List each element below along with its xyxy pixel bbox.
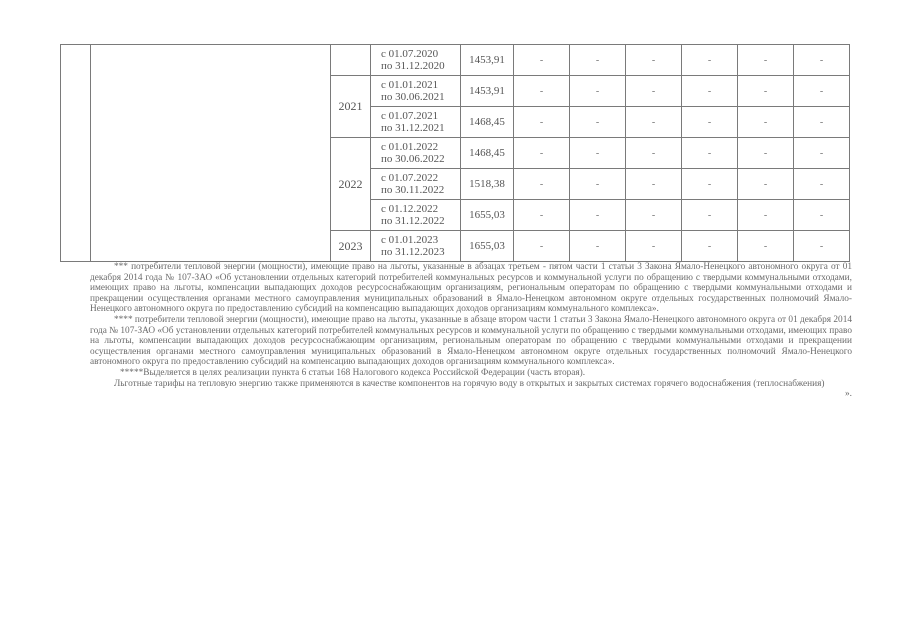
dash-cell: -	[570, 45, 626, 76]
period-cell	[371, 231, 461, 262]
period-to: по 31.12.2023	[381, 246, 445, 258]
period-to: по 31.12.2022	[381, 215, 445, 227]
dash-cell: -	[738, 76, 794, 107]
dash-cell: -	[570, 231, 626, 262]
period-from: с 01.07.2022	[381, 172, 439, 184]
dash-cell: -	[794, 76, 850, 107]
dash-cell: -	[570, 169, 626, 200]
closing-quote-mark: ».	[845, 389, 852, 400]
tariff-value: 1453,91	[461, 76, 514, 107]
period-from: с 01.07.2021	[381, 110, 439, 122]
dash-cell: -	[738, 200, 794, 231]
footnote-dhw	[90, 378, 852, 400]
period-cell	[371, 138, 461, 169]
dash-cell: -	[682, 169, 738, 200]
empty-cell-category	[91, 45, 331, 262]
year-cell: 2023	[331, 231, 371, 262]
dash-cell: -	[514, 107, 570, 138]
period-cell	[371, 45, 461, 76]
tariff-value: 1453,91	[461, 45, 514, 76]
period-cell	[371, 76, 461, 107]
dash-cell: -	[682, 231, 738, 262]
period-from: с 01.07.2020	[381, 48, 439, 60]
footnote-3-stars: *** потребители тепловой энергии (мощности), имеющие право на льготы, указанные в абзацах третьем - пятом части 1 статьи 3 Закона Ямало-Ненецкого автономного округа от 01 декабря 2014 года № 107-ЗАО «Об установлении отдельных категорий потребителей коммунальных ресурсов и коммунальной услуги по обращению с твердыми коммунальными отходами, имеющих право на льготы, компенсации выпадающих доходов ресурсоснабжающим организациям, региональным операторам по обращению с твердыми коммунальными отходами и прекращении осуществления органами местного самоуправления муниципальных образований в Ямало-Ненецком автономном округе отдельных государственных полномочий Ямало-Ненецкого автономного округа по предоставлению субсидий на компенсацию выпадающих доходов организациям коммунального комплекса».	[90, 262, 852, 315]
period-to: по 31.12.2020	[381, 60, 445, 72]
dash-cell: -	[738, 169, 794, 200]
dash-cell: -	[514, 76, 570, 107]
period-cell	[371, 169, 461, 200]
dash-cell: -	[738, 45, 794, 76]
dash-cell: -	[514, 231, 570, 262]
dash-cell: -	[514, 138, 570, 169]
dash-cell: -	[626, 76, 682, 107]
dash-cell: -	[794, 107, 850, 138]
period-to: по 30.06.2021	[381, 91, 445, 103]
dash-cell: -	[570, 76, 626, 107]
dash-cell: -	[626, 45, 682, 76]
table-row	[61, 45, 850, 76]
tariff-value: 1655,03	[461, 200, 514, 231]
empty-cell-number	[61, 45, 91, 262]
period-to: по 30.11.2022	[381, 184, 445, 196]
dash-cell: -	[682, 138, 738, 169]
dash-cell: -	[682, 200, 738, 231]
dash-cell: -	[682, 76, 738, 107]
dash-cell: -	[570, 200, 626, 231]
year-cell	[331, 45, 371, 76]
dash-cell: -	[626, 200, 682, 231]
tariff-value: 1468,45	[461, 107, 514, 138]
tariff-value: 1518,38	[461, 169, 514, 200]
period-from: с 01.12.2022	[381, 203, 439, 215]
footnote-4-stars: **** потребители тепловой энергии (мощности), имеющие право на льготы, указанные в абзаце втором части 1 статьи 3 Закона Ямало-Ненецкого автономного округа от 01 декабря 2014 года № 107-ЗАО «Об установлении отдельных категорий потребителей коммунальных ресурсов и коммунальной услуги по обращению с твердыми коммунальными отходами, имеющих право на льготы, компенсации выпадающих доходов ресурсоснабжающим организациям, региональным операторам по обращению с твердыми коммунальными отходами и прекращении осуществления органами местного самоуправления муниципальных образований в Ямало-Ненецком автономном округе отдельных государственных полномочий Ямало-Ненецкого автономного округа по предоставлению субсидий на компенсацию выпадающих доходов организациям коммунального комплекса».	[90, 314, 852, 368]
dash-cell: -	[514, 45, 570, 76]
period-from: с 01.01.2021	[381, 79, 439, 91]
period-cell	[371, 107, 461, 138]
tariff-value: 1655,03	[461, 231, 514, 262]
dash-cell: -	[570, 138, 626, 169]
period-cell	[371, 200, 461, 231]
footnotes	[90, 262, 852, 400]
year-cell: 2022	[331, 138, 371, 231]
dash-cell: -	[738, 231, 794, 262]
dash-cell: -	[570, 107, 626, 138]
dash-cell: -	[514, 200, 570, 231]
dash-cell: -	[626, 107, 682, 138]
dash-cell: -	[738, 138, 794, 169]
dash-cell: -	[794, 231, 850, 262]
period-from: с 01.01.2023	[381, 234, 439, 246]
tariff-table-body	[61, 45, 850, 262]
year-cell: 2021	[331, 76, 371, 138]
dash-cell: -	[682, 107, 738, 138]
dash-cell: -	[738, 107, 794, 138]
period-to: по 30.06.2022	[381, 153, 445, 165]
dash-cell: -	[682, 45, 738, 76]
footnote-dhw-text: Льготные тарифы на тепловую энергию также применяются в качестве компонентов на горячую воду в открытых и закрытых системах горячего водоснабжения (теплоснабжения)	[114, 378, 825, 389]
dash-cell: -	[794, 45, 850, 76]
dash-cell: -	[514, 169, 570, 200]
footnote-5-stars: *****Выделяется в целях реализации пункта 6 статьи 168 Налогового кодекса Российской Федерации (часть вторая).	[120, 367, 586, 378]
tariff-value: 1468,45	[461, 138, 514, 169]
tariff-table	[60, 44, 850, 262]
period-to: по 31.12.2021	[381, 122, 445, 134]
period-from: с 01.01.2022	[381, 141, 439, 153]
dash-cell: -	[626, 138, 682, 169]
dash-cell: -	[626, 231, 682, 262]
dash-cell: -	[794, 138, 850, 169]
dash-cell: -	[626, 169, 682, 200]
dash-cell: -	[794, 169, 850, 200]
dash-cell: -	[794, 200, 850, 231]
